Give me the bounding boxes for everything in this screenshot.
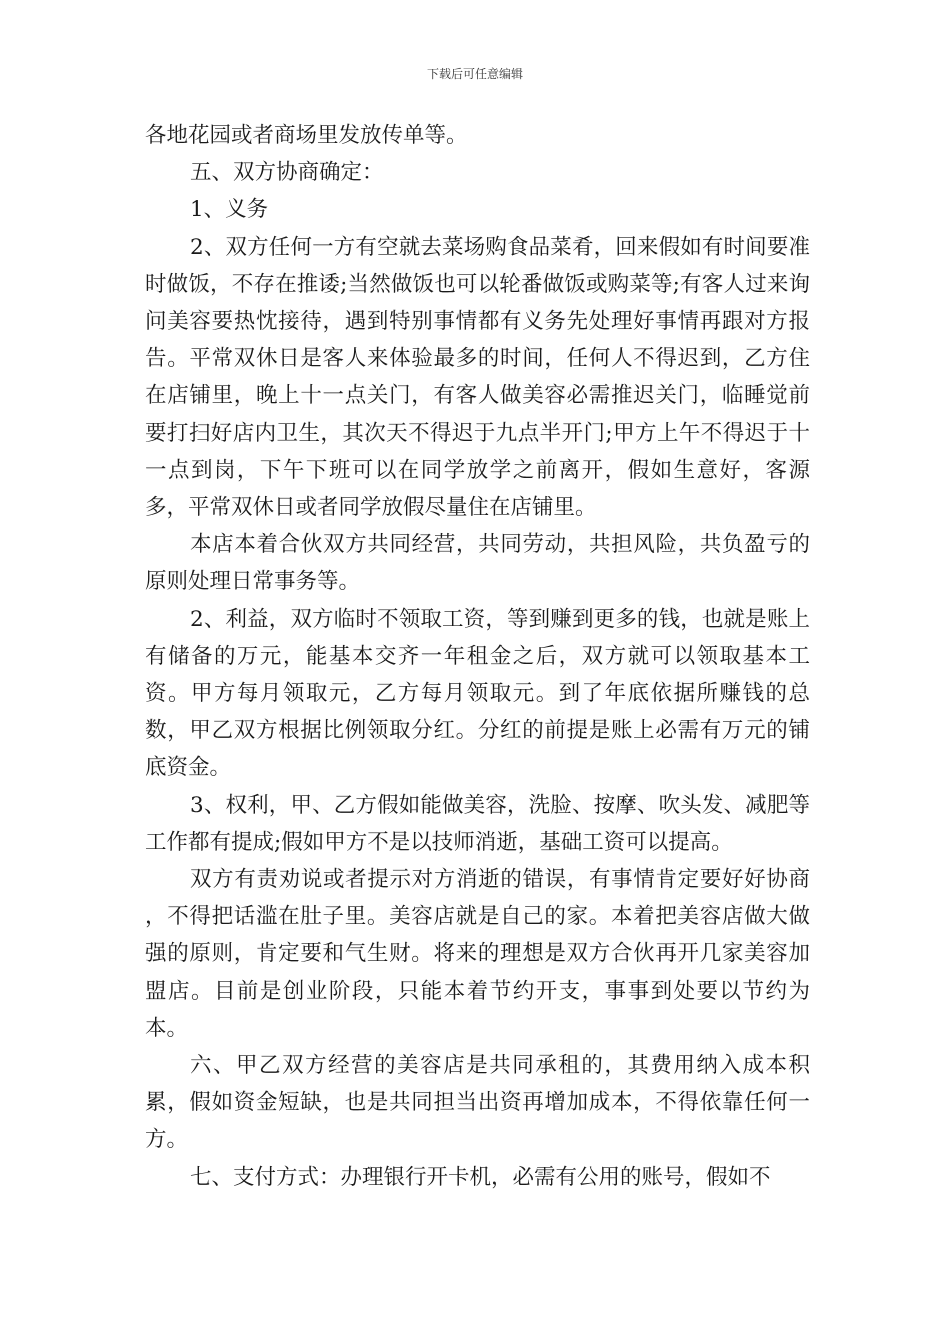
subsection-heading-obligations: 1、义务 <box>190 197 269 223</box>
paragraph: 双方有责劝说或者提示对方消逝的错误，有事情肯定要好好协商 ，不得把话滥在肚子里。美容店就是自己的家。本着把美容店做大做强的原则，肯定要和气生财。将来的理想是双方合伙再开几家美容加盟店。目前是创业阶段，只能本着节约开支，事事到处要以节约为本。 <box>145 867 810 1041</box>
paragraph: 各地花园或者商场里发放传单等。 <box>145 123 468 148</box>
paragraph: 2、双方任何一方有空就去菜场购食品菜肴，回来假如有时间要准时做饭，不存在推诿;当然做饭也可以轮番做饭或购菜等;有客人过来询问美容要热忱接待，遇到特别事情都有义务先处理好事情再跟对方报告。平常双休日是客人来体验最多的时间，任何人不得迟到，乙方住在店铺里，晚上十一点关门，有客人做美容必需推迟关门，临睡觉前要打扫好店内卫生，其次天不得迟于九点半开门;甲方上午不得迟于十一点到岗，下午下班可以在同学放学之前离开，假如生意好，客源多，平常双休日或者同学放假尽量住在店铺里。 <box>145 234 810 521</box>
paragraph: 2、利益，双方临时不领取工资，等到赚到更多的钱，也就是账上有储备的万元，能基本交齐一年租金之后，双方就可以领取基本工资。甲方每月领取元，乙方每月领取元。到了年底依据所赚钱的总数，甲乙双方根据比例领取分红。分红的前提是账上必需有万元的铺底资金。 <box>145 606 810 781</box>
paragraph: 本店本着合伙双方共同经营，共同劳动，共担风险，共负盈亏的原则处理日常事务等。 <box>145 532 810 595</box>
paragraph: 六、甲乙双方经营的美容店是共同承租的，其费用纳入成本积累，假如资金短缺，也是共同担当出资再增加成本，不得依靠任何一方。 <box>145 1053 810 1153</box>
paragraph: 七、支付方式：办理银行开卡机，必需有公用的账号，假如不 <box>190 1164 771 1190</box>
document-body <box>145 117 810 1196</box>
section-heading-5: 五、双方协商确定： <box>190 160 384 186</box>
paragraph: 3、权利，甲、乙方假如能做美容，洗脸、按摩、吹头发、减肥等工作都有提成;假如甲方不是以技师消逝，基础工资可以提高。 <box>145 792 810 855</box>
page-header: 下载后可任意编辑 <box>426 67 523 81</box>
